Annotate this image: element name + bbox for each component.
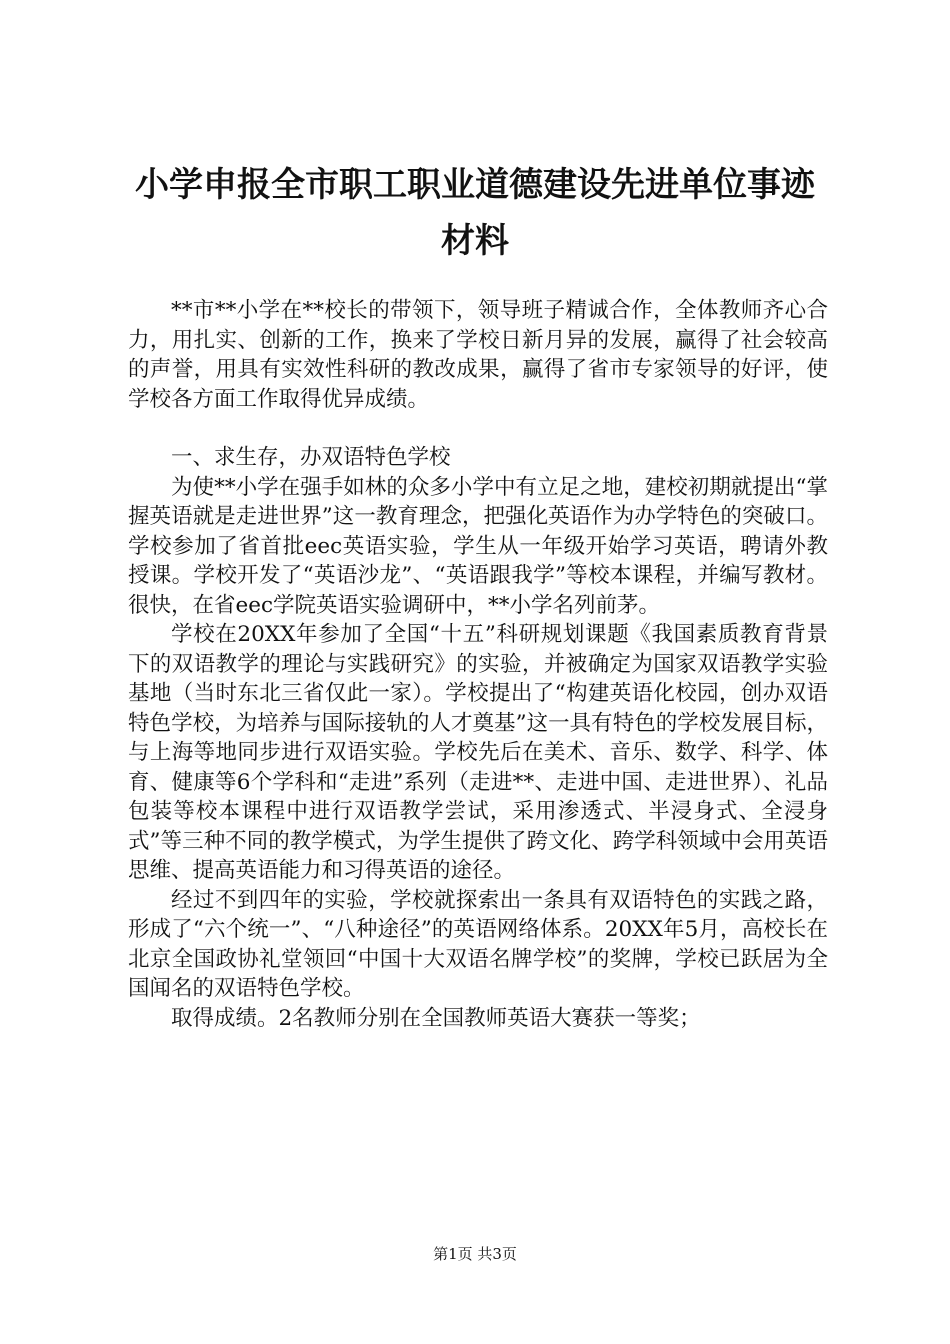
paragraph-spacer [128, 414, 828, 443]
body-paragraph: 学校在20XX年参加了全国“十五”科研规划课题《我国素质教育背景下的双语教学的理论与实践研究》的实验，并被确定为国家双语教学实验基地（当时东北三省仅此一家）。学校提出了“构建英语化校园，创办双语特色学校，为培养与国际接轨的人才奠基”这一具有特色的学校发展目标，与上海等地同步进行双语实验。学校先后在美术、音乐、数学、科学、体育、健康等6个学科和“走进”系列（走进**、走进中国、走进世界）、礼品包装等校本课程中进行双语教学尝试，采用渗透式、半浸身式、全浸身式”等三种不同的教学模式，为学生提供了跨文化、跨学科领域中会用英语思维、提高英语能力和习得英语的途径。 [128, 622, 828, 883]
intro-paragraph: **市**小学在**校长的带领下，领导班子精诚合作，全体教师齐心合力，用扎实、创新的工作，换来了学校日新月异的发展，赢得了社会较高的声誉，用具有实效性科研的教改成果，赢得了省市专家领导的好评，使学校各方面工作取得优异成绩。 [128, 298, 828, 412]
document-title-line-1: 小学申报全市职工职业道德建设先进单位事迹 [135, 165, 815, 205]
document-title-line-2: 材料 [441, 221, 509, 261]
section-heading: 一、求生存，办双语特色学校 [171, 445, 451, 470]
body-paragraph: 为使**小学在强手如林的众多小学中有立足之地，建校初期就提出“掌握英语就是走进世界”这一教育理念，把强化英语作为办学特色的突破口。学校参加了省首批eec英语实验，学生从一年级开始学习英语，聘请外教授课。学校开发了“英语沙龙”、“英语跟我学”等校本课程，并编写教材。很快，在省eec学院英语实验调研中，**小学名列前茅。 [128, 474, 828, 618]
page-footer: 第1页 共3页 [433, 1245, 517, 1263]
body-paragraph: 经过不到四年的实验，学校就探索出一条具有双语特色的实践之路，形成了“六个统一”、“八种途径”的英语网络体系。20XX年5月，高校长在北京全国政协礼堂领回“中国十大双语名牌学校”的奖牌，学校已跃居为全国闻名的双语特色学校。 [128, 887, 828, 1001]
body-paragraph: 取得成绩。2名教师分别在全国教师英语大赛获一等奖； [171, 1005, 701, 1031]
document-body [128, 296, 828, 1033]
